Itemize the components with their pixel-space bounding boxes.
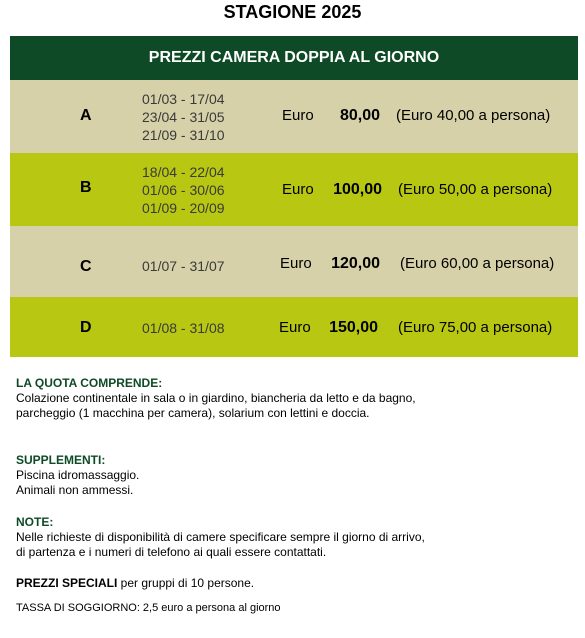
per-person-price: (Euro 60,00 a persona) [400, 255, 555, 272]
season-letter: A [80, 107, 92, 124]
tassa-soggiorno: TASSA DI SOGGIORNO: 2,5 euro a persona al giorno [16, 602, 281, 614]
table-row [10, 226, 578, 297]
date-range: 18/04 - 22/04 [142, 164, 225, 180]
currency-label: Euro [279, 319, 311, 336]
table-row [10, 297, 578, 357]
table-header: PREZZI CAMERA DOPPIA AL GIORNO [10, 36, 578, 80]
per-person-price: (Euro 50,00 a persona) [398, 181, 553, 198]
price-value: 150,00 [329, 319, 378, 336]
date-range: 01/08 - 31/08 [142, 320, 225, 336]
date-ranges [142, 163, 242, 217]
date-range: 21/09 - 31/10 [142, 127, 225, 143]
date-ranges [142, 257, 242, 275]
note-section [16, 515, 425, 560]
price-value: 100,00 [333, 181, 382, 198]
date-ranges [142, 90, 242, 144]
date-range: 01/03 - 17/04 [142, 91, 225, 107]
date-range: 01/07 - 31/07 [142, 258, 225, 274]
date-range: 23/04 - 31/05 [142, 109, 225, 125]
price-value: 80,00 [339, 107, 380, 124]
per-person-price: (Euro 40,00 a persona) [396, 107, 551, 124]
table-row [10, 80, 578, 153]
price-table [10, 36, 578, 357]
note-line: Nelle richieste di disponibilità di camere specificare sempre il giorno di arrivo, [16, 530, 425, 544]
per-person-price: (Euro 75,00 a persona) [398, 319, 553, 336]
speciali-label: PREZZI SPECIALI [16, 576, 118, 590]
season-letter: D [80, 319, 92, 336]
date-range: 01/09 - 20/09 [142, 200, 225, 216]
note-line: di partenza e i numeri di telefono ai quali essere contattati. [16, 545, 327, 559]
quota-section [16, 376, 416, 421]
note-heading: NOTE: [16, 515, 54, 529]
quota-line: Colazione continentale in sala o in giardino, biancheria da letto e da bagno, [16, 391, 416, 405]
supplementi-heading: SUPPLEMENTI: [16, 453, 106, 467]
date-ranges [142, 319, 242, 337]
supplementi-section [16, 453, 139, 498]
season-letter: C [80, 258, 92, 275]
supplementi-line: Animali non ammessi. [16, 483, 134, 497]
speciali-section [16, 576, 254, 591]
price-value: 120,00 [331, 255, 380, 272]
date-range: 01/06 - 30/06 [142, 182, 225, 198]
speciali-text: per gruppi di 10 persone. [117, 576, 255, 590]
quota-line: parcheggio (1 macchina per camera), solarium con lettini e doccia. [16, 406, 370, 420]
page-title: STAGIONE 2025 [223, 2, 362, 22]
season-letter: B [80, 179, 92, 196]
quota-heading: LA QUOTA COMPRENDE: [16, 376, 163, 390]
table-row [10, 153, 578, 226]
currency-label: Euro [282, 107, 314, 124]
currency-label: Euro [282, 181, 314, 198]
currency-label: Euro [280, 255, 312, 272]
supplementi-line: Piscina idromassaggio. [16, 468, 140, 482]
